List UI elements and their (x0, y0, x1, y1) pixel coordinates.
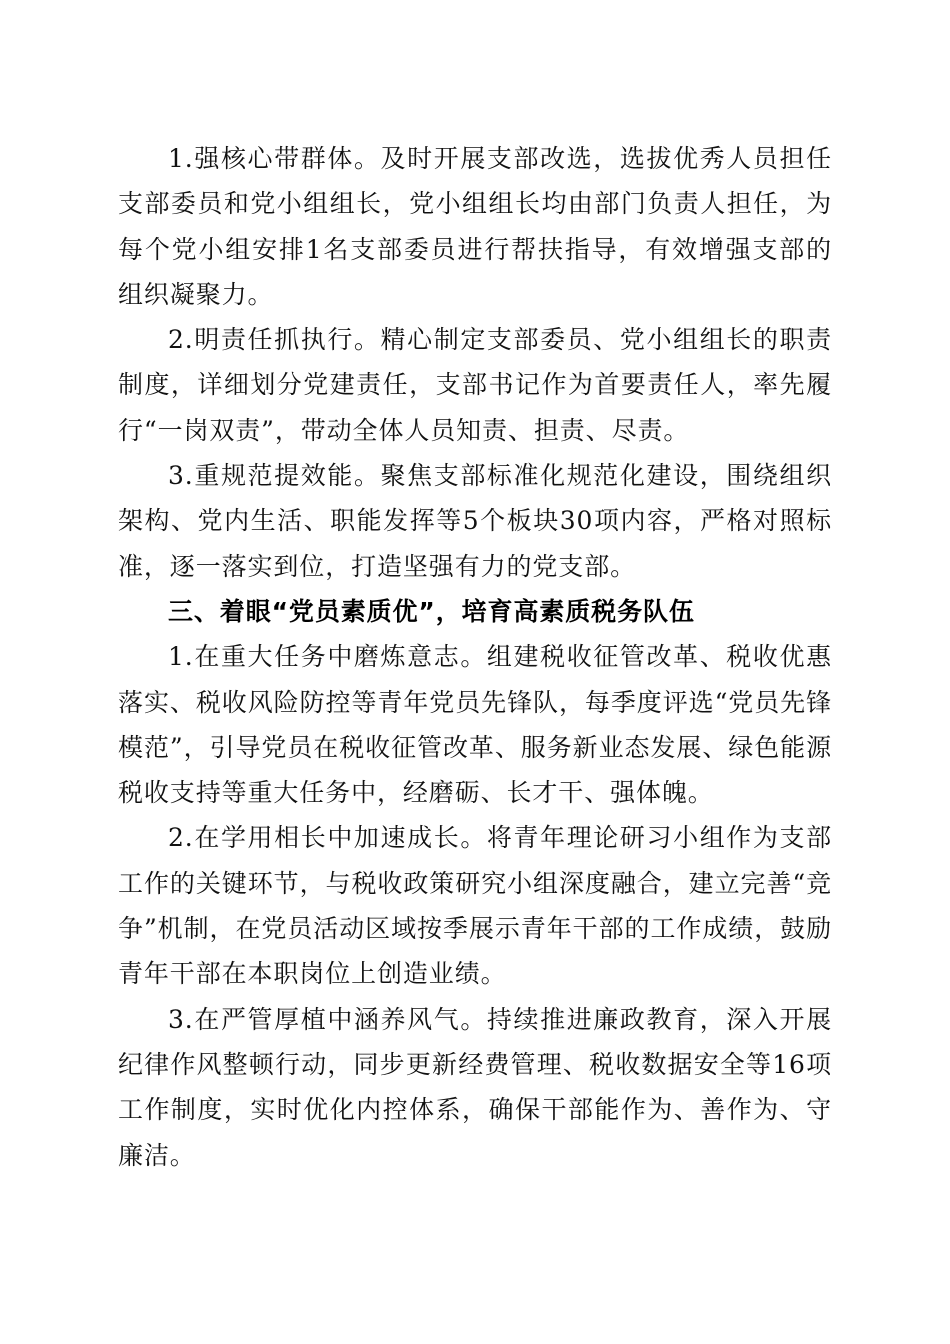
paragraph-strengthen-core: 1.强核心带群体。及时开展支部改选，选拔优秀人员担任支部委员和党小组组长，党小组组长均由部门负责人担任，为每个党小组安排1名支部委员进行帮扶指导，有效增强支部的组织凝聚力。 (118, 144, 832, 309)
document-body (118, 136, 832, 1178)
section-heading-three: 三、着眼“党员素质优”，培育高素质税务队伍 (168, 596, 695, 626)
paragraph-clarify-responsibility: 2.明责任抓执行。精心制定支部委员、党小组组长的职责制度，详细划分党建责任，支部书记作为首要责任人，率先履行“一岗双责”，带动全体人员知责、担责、尽责。 (118, 325, 832, 445)
paragraph-standardize-efficiency: 3.重规范提效能。聚焦支部标准化规范化建设，围绕组织架构、党内生活、职能发挥等5个板块30项内容，严格对照标准，逐一落实到位，打造坚强有力的党支部。 (118, 461, 832, 581)
paragraph-learning-growth: 2.在学用相长中加速成长。将青年理论研习小组作为支部工作的关键环节，与税收政策研究小组深度融合，建立完善“竞争”机制，在党员活动区域按季展示青年干部的工作成绩，鼓励青年干部在本职岗位上创造业绩。 (118, 823, 832, 989)
paragraph-strict-management: 3.在严管厚植中涵养风气。持续推进廉政教育，深入开展纪律作风整顿行动，同步更新经费管理、税收数据安全等16项工作制度，实时优化内控体系，确保干部能作为、善作为、守廉洁。 (118, 1004, 832, 1170)
paragraph-major-tasks: 1.在重大任务中磨炼意志。组建税收征管改革、税收优惠落实、税收风险防控等青年党员先锋队，每季度评选“党员先锋模范”，引导党员在税收征管改革、服务新业态发展、绿色能源税收支持等重大任务中，经磨砺、长才干、强体魄。 (118, 642, 832, 808)
